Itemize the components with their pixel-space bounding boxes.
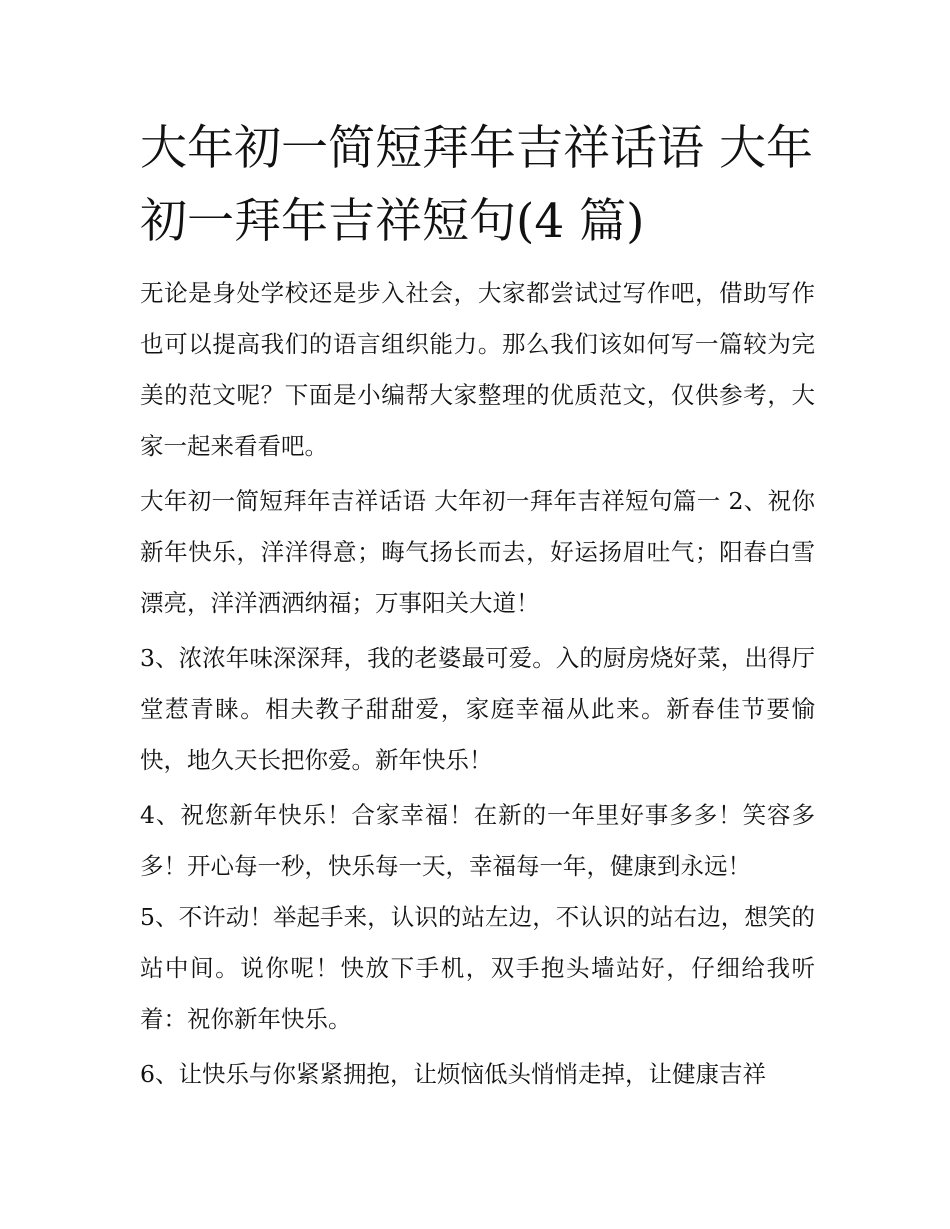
paragraph-2: 3、浓浓年味深深拜，我的老婆最可爱。入的厨房烧好菜，出得厅堂惹青睐。相夫教子甜甜爱，家庭幸福从此来。新春佳节要愉快，地久天长把你爱。新年快乐！ <box>140 644 815 774</box>
paragraph-5: 6、让快乐与你紧紧拥抱，让烦恼低头悄悄走掉，让健康吉祥 <box>140 1060 766 1088</box>
paragraph-intro: 无论是身处学校还是步入社会，大家都尝试过写作吧，借助写作也可以提高我们的语言组织能力。那么我们该如何写一篇较为完美的范文呢？下面是小编帮大家整理的优质范文，仅供参考，大家一起来看看吧。 <box>140 279 815 460</box>
paragraph-1: 大年初一简短拜年吉祥话语 大年初一拜年吉祥短句篇一 2、祝你新年快乐，洋洋得意；晦气扬长而去，好运扬眉吐气；阳春白雪漂亮，洋洋洒洒纳福；万事阳关大道！ <box>140 487 815 617</box>
paragraph-4: 5、不许动！举起手来，认识的站左边，不认识的站右边，想笑的站中间。说你呢！快放下手机，双手抱头墙站好，仔细给我听着：祝你新年快乐。 <box>140 903 815 1033</box>
paragraph-3: 4、祝您新年快乐！合家幸福！在新的一年里好事多多！笑容多多！开心每一秒，快乐每一天，幸福每一年，健康到永远！ <box>140 801 815 880</box>
document-body <box>140 112 815 1100</box>
document-title: 大年初一简短拜年吉祥话语 大年初一拜年吉祥短句(4 篇) <box>140 121 813 249</box>
